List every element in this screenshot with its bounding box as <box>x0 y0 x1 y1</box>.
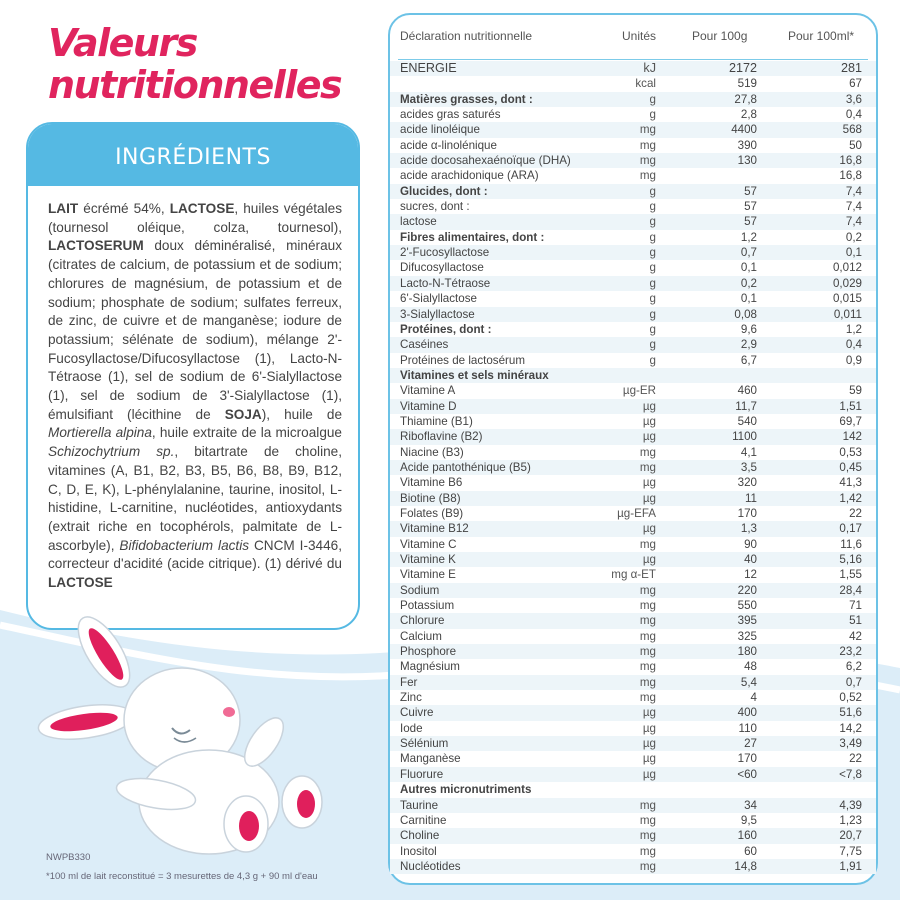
nutrient-unit: mg <box>639 169 656 183</box>
value-per-100ml: 16,8 <box>839 154 862 168</box>
ingredient-segment: , huiles végétales (tournesol oléique, colza, tournesol), <box>48 201 342 235</box>
nutrient-name: Lacto-N-Tétraose <box>400 276 491 290</box>
value-per-100g: <60 <box>737 767 757 781</box>
value-per-100ml: 3,49 <box>839 737 862 751</box>
table-row <box>390 659 876 674</box>
value-per-100g: 4 <box>750 691 757 705</box>
ingredient-segment: LACTOSERUM <box>48 238 144 254</box>
nutrient-name: Vitamine E <box>400 568 456 582</box>
value-per-100ml: 6,2 <box>845 660 862 674</box>
table-row <box>390 368 876 383</box>
nutrient-unit: mg <box>639 798 656 812</box>
value-per-100ml: 0,015 <box>832 292 862 306</box>
table-row <box>390 76 876 91</box>
nutrient-name: lactose <box>400 215 437 229</box>
nutrient-unit: g <box>649 184 656 198</box>
value-per-100g: 130 <box>737 154 757 168</box>
table-row <box>390 337 876 352</box>
table-row <box>390 644 876 659</box>
value-per-100ml: 0,52 <box>839 691 862 705</box>
table-row <box>390 353 876 368</box>
nutrient-name: 3-Sialyllactose <box>400 307 475 321</box>
table-row <box>390 445 876 460</box>
value-per-100g: 0,08 <box>734 307 757 321</box>
table-row <box>390 629 876 644</box>
value-per-100g: 325 <box>737 629 757 643</box>
table-row <box>390 307 876 322</box>
value-per-100g: 1100 <box>732 430 757 444</box>
nutrient-unit: µg <box>642 399 656 413</box>
value-per-100g: 9,6 <box>740 322 757 336</box>
table-row <box>390 598 876 613</box>
nutrient-unit: mg <box>639 829 656 843</box>
ingredient-segment: , bitartrate de choline, vitamines (A, B1, B2, B3, B5, B6, B8, B9, B12, C, D, E, K), L-phénylalanine, taurine, inositol, L-histidine, L-carnitine, nucléotides, antioxydants (extrait riche en tocophérols, palmitate de L-ascorbyle), <box>48 444 342 553</box>
nutrient-unit: µg <box>642 491 656 505</box>
value-per-100g: 395 <box>737 614 757 628</box>
value-per-100ml: 22 <box>849 752 862 766</box>
table-row <box>390 506 876 521</box>
value-per-100g: 110 <box>738 721 757 735</box>
table-header <box>390 29 876 49</box>
nutrient-name: Choline <box>400 829 440 843</box>
table-row <box>390 61 876 76</box>
table-row <box>390 767 876 782</box>
value-per-100g: 400 <box>737 706 757 720</box>
nutrient-name: acide arachidonique (ARA) <box>400 169 539 183</box>
nutrient-name: Zinc <box>400 691 422 705</box>
ingredients-card <box>26 122 360 630</box>
value-per-100g: 12 <box>744 568 757 582</box>
nutrient-name: Vitamine B6 <box>400 476 463 490</box>
table-row <box>390 813 876 828</box>
nutrient-unit: µg <box>642 767 656 781</box>
nutrient-unit: g <box>649 307 656 321</box>
ingredient-segment: Mortierella alpina <box>48 425 152 441</box>
nutrient-unit: mg α-ET <box>611 568 656 582</box>
nutrient-name: acide α-linolénique <box>400 138 497 152</box>
value-per-100g: 0,2 <box>740 276 757 290</box>
product-code: NWPB330 <box>46 852 91 863</box>
nutrient-name: Vitamine D <box>400 399 457 413</box>
table-row <box>390 276 876 291</box>
table-row <box>390 322 876 337</box>
value-per-100g: 14,8 <box>734 859 757 873</box>
ingredient-segment: Schizochytrium sp. <box>48 444 175 460</box>
nutrient-unit: µg <box>642 721 656 735</box>
nutrient-unit: mg <box>639 599 656 613</box>
nutrient-name: Autres micronutriments <box>400 783 532 797</box>
table-row <box>390 460 876 475</box>
nutrient-unit: g <box>649 261 656 275</box>
nutrient-unit: mg <box>639 460 656 474</box>
nutrient-name: Carnitine <box>400 813 447 827</box>
value-per-100ml: 0,029 <box>832 276 862 290</box>
value-per-100ml: 5,16 <box>839 553 862 566</box>
nutrient-name: Fer <box>400 675 418 689</box>
table-row <box>390 552 876 567</box>
nutrient-name: Vitamine K <box>400 553 456 566</box>
nutrient-unit: mg <box>639 537 656 551</box>
table-row <box>390 690 876 705</box>
value-per-100ml: 51 <box>849 614 862 628</box>
nutrient-unit: µg-EFA <box>617 506 656 520</box>
nutrient-unit: mg <box>639 154 656 168</box>
value-per-100g: 2,8 <box>740 108 757 122</box>
nutrient-unit: µg <box>642 706 656 720</box>
nutrient-name: Vitamine A <box>400 384 456 398</box>
nutrient-unit: g <box>649 215 656 229</box>
page-title <box>48 22 341 106</box>
nutrient-name: Taurine <box>400 798 439 812</box>
ingredient-segment: LACTOSE <box>48 575 113 591</box>
table-row <box>390 429 876 444</box>
nutrient-unit: g <box>649 276 656 290</box>
nutrient-name: acide linoléique <box>400 123 480 137</box>
nutrient-unit: g <box>649 200 656 214</box>
table-row <box>390 414 876 429</box>
table-row <box>390 751 876 766</box>
value-per-100ml: 3,6 <box>845 92 862 106</box>
value-per-100ml: <7,8 <box>839 767 862 781</box>
nutrient-unit: µg <box>642 476 656 490</box>
value-per-100ml: 23,2 <box>839 645 862 659</box>
table-row <box>390 521 876 536</box>
nutrient-unit: mg <box>639 629 656 643</box>
value-per-100g: 220 <box>737 583 757 597</box>
value-per-100g: 0,7 <box>740 246 757 260</box>
table-row <box>390 230 876 245</box>
nutrient-unit: mg <box>639 583 656 597</box>
table-row <box>390 705 876 720</box>
header-per-100ml: Pour 100ml* <box>788 29 855 43</box>
value-per-100g: 170 <box>737 506 757 520</box>
value-per-100g: 2,9 <box>740 338 757 352</box>
value-per-100g: 57 <box>744 200 757 214</box>
nutrient-unit: mg <box>639 614 656 628</box>
ingredient-segment: LAIT <box>48 201 79 216</box>
table-row <box>390 291 876 306</box>
value-per-100ml: 1,42 <box>839 491 862 505</box>
value-per-100g: 170 <box>737 752 757 766</box>
table-row <box>390 721 876 736</box>
value-per-100ml: 0,9 <box>845 353 862 367</box>
value-per-100g: 160 <box>737 829 757 843</box>
table-row <box>390 92 876 107</box>
nutrient-name: 6'-Sialyllactose <box>400 292 477 306</box>
nutrient-name: Difucosyllactose <box>400 261 484 275</box>
value-per-100g: 180 <box>737 645 757 659</box>
nutrient-name: Calcium <box>400 629 442 643</box>
value-per-100ml: 42 <box>849 629 862 643</box>
value-per-100g: 27 <box>744 737 757 751</box>
table-row <box>390 675 876 690</box>
nutrient-name: Matières grasses, dont : <box>400 92 533 106</box>
table-row <box>390 782 876 797</box>
value-per-100ml: 281 <box>840 61 862 75</box>
nutrient-name: Niacine (B3) <box>400 445 464 459</box>
nutrient-name: Protéines, dont : <box>400 322 492 336</box>
value-per-100ml: 69,7 <box>839 414 862 428</box>
nutrient-name: Sélénium <box>400 737 449 751</box>
nutrient-name: Vitamines et sels minéraux <box>400 368 549 382</box>
value-per-100g: 11,7 <box>735 399 757 413</box>
value-per-100g: 0,1 <box>740 261 757 275</box>
nutrient-unit: kJ <box>643 61 656 75</box>
table-row <box>390 122 876 137</box>
nutrient-unit: mg <box>639 691 656 705</box>
nutrient-unit: mg <box>639 123 656 137</box>
value-per-100g: 4400 <box>731 123 757 137</box>
value-per-100ml: 1,51 <box>839 399 862 413</box>
value-per-100g: 3,5 <box>740 460 757 474</box>
value-per-100ml: 1,23 <box>839 813 862 827</box>
value-per-100ml: 41,3 <box>839 476 862 490</box>
ingredients-text <box>28 186 358 593</box>
nutrient-unit: mg <box>639 138 656 152</box>
value-per-100ml: 0,17 <box>839 522 862 536</box>
nutrient-name: Protéines de lactosérum <box>400 353 526 367</box>
value-per-100ml: 22 <box>849 506 862 520</box>
nutrient-name: Caséines <box>400 338 449 352</box>
nutrient-unit: g <box>649 246 656 260</box>
ingredient-segment: CNCM I-3446, correcteur d'acidité (acide citrique). (1) dérivé du <box>48 537 343 572</box>
nutrient-unit: µg-ER <box>622 384 656 398</box>
value-per-100ml: 7,4 <box>845 215 862 229</box>
nutrient-name: Sodium <box>400 583 440 597</box>
nutrient-name: Fibres alimentaires, dont : <box>400 230 545 244</box>
value-per-100ml: 7,4 <box>845 200 862 214</box>
value-per-100ml: 1,55 <box>839 568 862 582</box>
table-body <box>390 61 876 874</box>
table-row <box>390 399 876 414</box>
nutrient-unit: g <box>649 230 656 244</box>
nutrient-unit: g <box>649 338 656 352</box>
value-per-100g: 6,7 <box>740 353 757 367</box>
nutrient-name: Vitamine C <box>400 537 457 551</box>
value-per-100ml: 0,1 <box>845 246 862 260</box>
nutrient-name: Cuivre <box>400 706 434 720</box>
value-per-100g: 5,4 <box>740 675 757 689</box>
nutrient-unit: mg <box>639 660 656 674</box>
value-per-100ml: 1,2 <box>845 322 862 336</box>
nutrient-unit: µg <box>642 752 656 766</box>
value-per-100g: 2172 <box>728 61 757 75</box>
value-per-100ml: 0,7 <box>845 675 862 689</box>
value-per-100ml: 28,4 <box>839 583 862 597</box>
nutrient-unit: µg <box>642 414 656 428</box>
header-declaration: Déclaration nutritionnelle <box>400 29 533 43</box>
nutrient-name: Potassium <box>400 599 455 613</box>
table-row <box>390 491 876 506</box>
table-row <box>390 537 876 552</box>
nutrient-unit: mg <box>639 445 656 459</box>
table-row <box>390 583 876 598</box>
value-per-100g: 1,2 <box>740 230 757 244</box>
nutrient-unit: mg <box>639 844 656 858</box>
value-per-100ml: 142 <box>842 430 862 444</box>
title-line-2: nutritionnelles <box>48 63 342 107</box>
value-per-100ml: 7,4 <box>845 184 862 198</box>
table-row <box>390 153 876 168</box>
nutrient-name: Inositol <box>400 844 437 858</box>
bunny-illustration <box>24 612 354 872</box>
value-per-100g: 0,1 <box>740 292 757 306</box>
nutrient-unit: g <box>649 322 656 336</box>
table-row <box>390 844 876 859</box>
ingredients-header: INGRÉDIENTS <box>28 124 358 186</box>
ingredient-segment: écrémé 54%, <box>78 201 170 216</box>
nutrient-name: acide docosahexaénoïque (DHA) <box>400 154 571 168</box>
table-row <box>390 245 876 260</box>
value-per-100g: 9,5 <box>740 813 757 827</box>
table-row <box>390 383 876 398</box>
value-per-100g: 57 <box>744 215 757 229</box>
value-per-100g: 460 <box>737 384 757 398</box>
table-row <box>390 613 876 628</box>
ingredient-segment: , huile extraite de la microalgue <box>151 425 342 441</box>
value-per-100g: 519 <box>737 77 757 91</box>
value-per-100g: 11 <box>744 491 757 505</box>
value-per-100g: 550 <box>737 599 757 613</box>
nutrient-unit: mg <box>639 675 656 689</box>
nutrient-unit: g <box>649 92 656 106</box>
value-per-100g: 48 <box>744 660 757 674</box>
value-per-100g: 40 <box>744 553 757 566</box>
value-per-100ml: 0,4 <box>845 108 862 122</box>
nutrient-unit: g <box>649 353 656 367</box>
nutrient-name: sucres, dont : <box>400 200 470 214</box>
value-per-100ml: 1,91 <box>839 859 862 873</box>
table-row <box>390 736 876 751</box>
value-per-100ml: 14,2 <box>839 721 862 735</box>
value-per-100g: 320 <box>737 476 757 490</box>
nutrient-name: Riboflavine (B2) <box>400 430 483 444</box>
nutrient-name: Phosphore <box>400 645 457 659</box>
nutrient-name: Manganèse <box>400 752 461 766</box>
value-per-100ml: 16,8 <box>839 169 862 183</box>
nutrient-unit: µg <box>642 553 656 566</box>
table-row <box>390 567 876 582</box>
title-line-1: Valeurs <box>48 21 197 65</box>
table-row <box>390 184 876 199</box>
value-per-100g: 90 <box>744 537 757 551</box>
ingredient-segment: ), huile de <box>261 406 343 422</box>
value-per-100g: 34 <box>744 798 757 812</box>
nutrient-name: Chlorure <box>400 614 445 628</box>
nutrient-unit: µg <box>642 430 656 444</box>
nutrient-name: Acide pantothénique (B5) <box>400 460 531 474</box>
value-per-100ml: 0,012 <box>832 261 862 275</box>
value-per-100ml: 0,011 <box>833 307 862 321</box>
value-per-100ml: 67 <box>849 77 862 91</box>
nutrient-unit: µg <box>642 522 656 536</box>
nutrient-name: Biotine (B8) <box>400 491 461 505</box>
value-per-100ml: 51,6 <box>839 706 862 720</box>
value-per-100ml: 0,2 <box>845 230 862 244</box>
table-row <box>390 214 876 229</box>
value-per-100g: 57 <box>744 184 757 198</box>
table-row <box>390 260 876 275</box>
table-row <box>390 798 876 813</box>
table-row <box>390 475 876 490</box>
value-per-100ml: 59 <box>849 384 862 398</box>
nutrient-unit: g <box>649 292 656 306</box>
footnote: *100 ml de lait reconstitué = 3 mesurettes de 4,3 g + 90 ml d'eau <box>46 871 318 882</box>
table-row <box>390 859 876 874</box>
value-per-100ml: 568 <box>842 123 862 137</box>
nutrition-table <box>388 13 878 885</box>
table-row <box>390 199 876 214</box>
nutrient-name: ENERGIE <box>400 61 457 75</box>
nutrient-unit: mg <box>639 645 656 659</box>
table-row <box>390 138 876 153</box>
nutrient-name: Folates (B9) <box>400 506 464 520</box>
table-row <box>390 107 876 122</box>
nutrient-unit: kcal <box>635 77 656 91</box>
value-per-100g: 540 <box>737 414 757 428</box>
value-per-100ml: 0,53 <box>839 445 862 459</box>
nutrient-name: Nucléotides <box>400 859 461 873</box>
value-per-100ml: 0,45 <box>839 460 862 474</box>
nutrient-name: Iode <box>400 721 423 735</box>
nutrient-unit: g <box>649 108 656 122</box>
value-per-100g: 4,1 <box>740 445 757 459</box>
nutrient-name: acides gras saturés <box>400 108 501 122</box>
ingredient-segment: doux déminéralisé, minéraux (citrates de calcium, de potassium et de sodium; chlorures de magnésium, de potassium et de sodium; phosphate de sodium; sulfates ferreux, de zinc, de cuivre et de manganèse; iodure de potassium; sélénate de sodium), mélange 2'-Fucosyllactose/Difucosyllactose (1), Lacto-N-Tétraose (1), sel de sodium de 6'-Sialyllactose (1), sel de sodium de 3'-Sialyllactose (1), émulsifiant (lécithine de <box>48 238 342 422</box>
value-per-100ml: 7,75 <box>839 844 862 858</box>
value-per-100g: 27,8 <box>734 92 757 106</box>
value-per-100ml: 0,4 <box>845 338 862 352</box>
ingredient-segment: SOJA <box>224 406 262 422</box>
nutrient-name: Magnésium <box>400 660 460 674</box>
value-per-100ml: 20,7 <box>839 829 862 843</box>
nutrient-name: 2'-Fucosyllactose <box>400 246 490 260</box>
nutrient-unit: mg <box>639 813 656 827</box>
value-per-100ml: 4,39 <box>839 798 862 812</box>
nutrient-name: Glucides, dont : <box>400 184 488 198</box>
header-per-100g: Pour 100g <box>692 29 748 43</box>
nutrient-name: Vitamine B12 <box>400 522 469 536</box>
header-divider <box>398 59 868 60</box>
value-per-100g: 60 <box>744 844 757 858</box>
table-row <box>390 168 876 183</box>
value-per-100ml: 50 <box>849 138 862 152</box>
nutrient-name: Thiamine (B1) <box>400 414 473 428</box>
value-per-100g: 390 <box>737 138 757 152</box>
table-row <box>390 828 876 843</box>
value-per-100ml: 71 <box>849 599 862 613</box>
value-per-100g: 1,3 <box>740 522 757 536</box>
ingredient-segment: LACTOSE <box>169 201 235 216</box>
value-per-100ml: 11,6 <box>840 537 862 551</box>
ingredient-segment: Bifidobacterium lactis <box>119 537 250 553</box>
nutrient-unit: µg <box>642 737 656 751</box>
header-units: Unités <box>622 29 657 43</box>
nutrient-unit: mg <box>639 859 656 873</box>
nutrient-name: Fluorure <box>400 767 444 781</box>
